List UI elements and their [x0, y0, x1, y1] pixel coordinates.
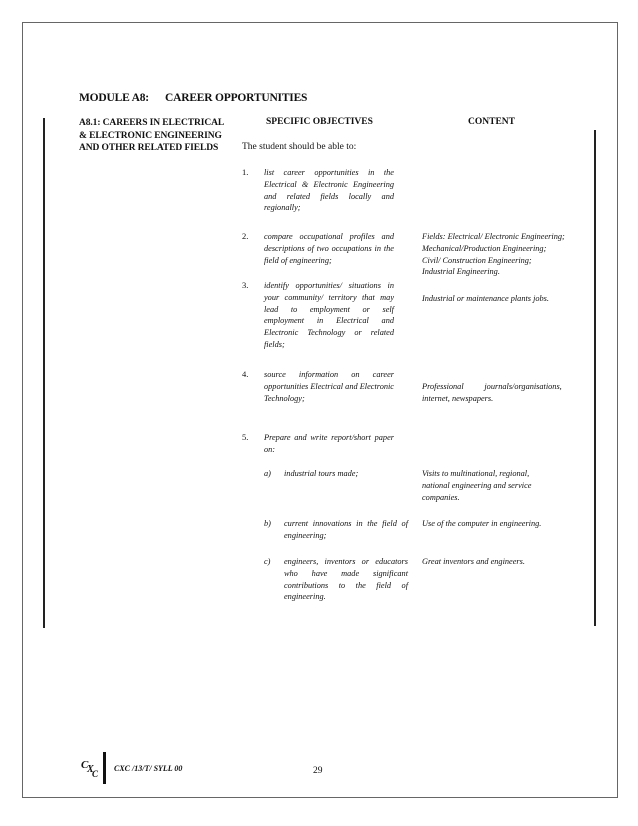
footer-divider	[103, 752, 106, 784]
content-inventors	[422, 556, 584, 568]
sub-objective-label: a)	[264, 469, 271, 478]
left-rule	[43, 118, 45, 628]
content-line: Visits to multinational, regional,	[422, 469, 530, 478]
module-heading	[79, 92, 307, 104]
content-line: Civil/ Construction Engineering;	[422, 255, 532, 265]
objective-number: 2.	[242, 231, 249, 241]
objective-number: 4.	[242, 369, 249, 379]
sub-objective-text: engineers, inventors or educators who have made significant contributions to the field of engineering.	[284, 557, 408, 602]
objective-text: compare occupational profiles and descriptions of two occupations in the field of engineering;	[264, 232, 394, 265]
content-line: Great inventors and engineers.	[422, 557, 525, 566]
objective-number: 1.	[242, 167, 249, 177]
objective-number: 3.	[242, 280, 249, 290]
content-plants	[422, 293, 584, 305]
objective-number: 5.	[242, 432, 249, 442]
svg-text:X: X	[87, 764, 94, 775]
section-title-line: A8.1: CAREERS IN ELECTRICAL	[79, 118, 225, 128]
content-line: Mechanical/Production Engineering;	[422, 243, 547, 253]
right-rule	[594, 130, 596, 626]
sub-objective-text: industrial tours made;	[284, 469, 359, 478]
content-line: Industrial or maintenance plants jobs.	[422, 294, 549, 303]
content-journals	[422, 381, 584, 405]
content-line: national engineering and service	[422, 480, 532, 490]
page-number: 29	[313, 766, 323, 776]
sub-objective-label: b)	[264, 519, 271, 528]
svg-text:C: C	[81, 759, 89, 771]
content-line: Fields: Electrical/ Electronic Engineering;	[422, 232, 565, 241]
section-title	[79, 117, 224, 155]
footer-code: CXC /13/T/ SYLL 00	[114, 764, 183, 773]
content-visits	[422, 468, 584, 503]
svg-text:C: C	[92, 769, 99, 779]
column-header-content: CONTENT	[468, 117, 515, 127]
column-header-objectives: SPECIFIC OBJECTIVES	[266, 117, 373, 127]
objectives-intro: The student should be able to:	[242, 142, 357, 152]
module-code: MODULE A8:	[79, 92, 149, 104]
content-line: Use of the computer in engineering.	[422, 519, 542, 528]
sub-objective-text: current innovations in the field of engineering;	[284, 519, 408, 540]
content-fields	[422, 231, 584, 278]
sub-objective-label: c)	[264, 557, 271, 566]
content-line: Industrial Engineering.	[422, 267, 500, 277]
cxc-logo-icon	[80, 757, 102, 779]
content-line: internet, newspapers.	[422, 393, 494, 403]
section-title-line: & ELECTRONIC ENGINEERING	[79, 130, 222, 141]
objective-text: Prepare and write report/short paper on:	[264, 433, 394, 454]
content-computer	[422, 518, 584, 530]
objective-text: source information on career opportunities Electrical and Electronic Technology;	[264, 370, 394, 403]
objective-text: identify opportunities/ situations in your community/ territory that may lead to employment or self employment in Electrical and Electronic Technology or related fields;	[264, 281, 394, 349]
section-title-line: AND OTHER RELATED FIELDS	[79, 143, 219, 153]
objective-text: list career opportunities in the Electrical & Electronic Engineering and related fields locally and regionally;	[264, 168, 394, 213]
module-title: CAREER OPPORTUNITIES	[165, 92, 308, 104]
content-line: Professional journals/organisations,	[422, 382, 562, 391]
content-line: companies.	[422, 492, 460, 502]
